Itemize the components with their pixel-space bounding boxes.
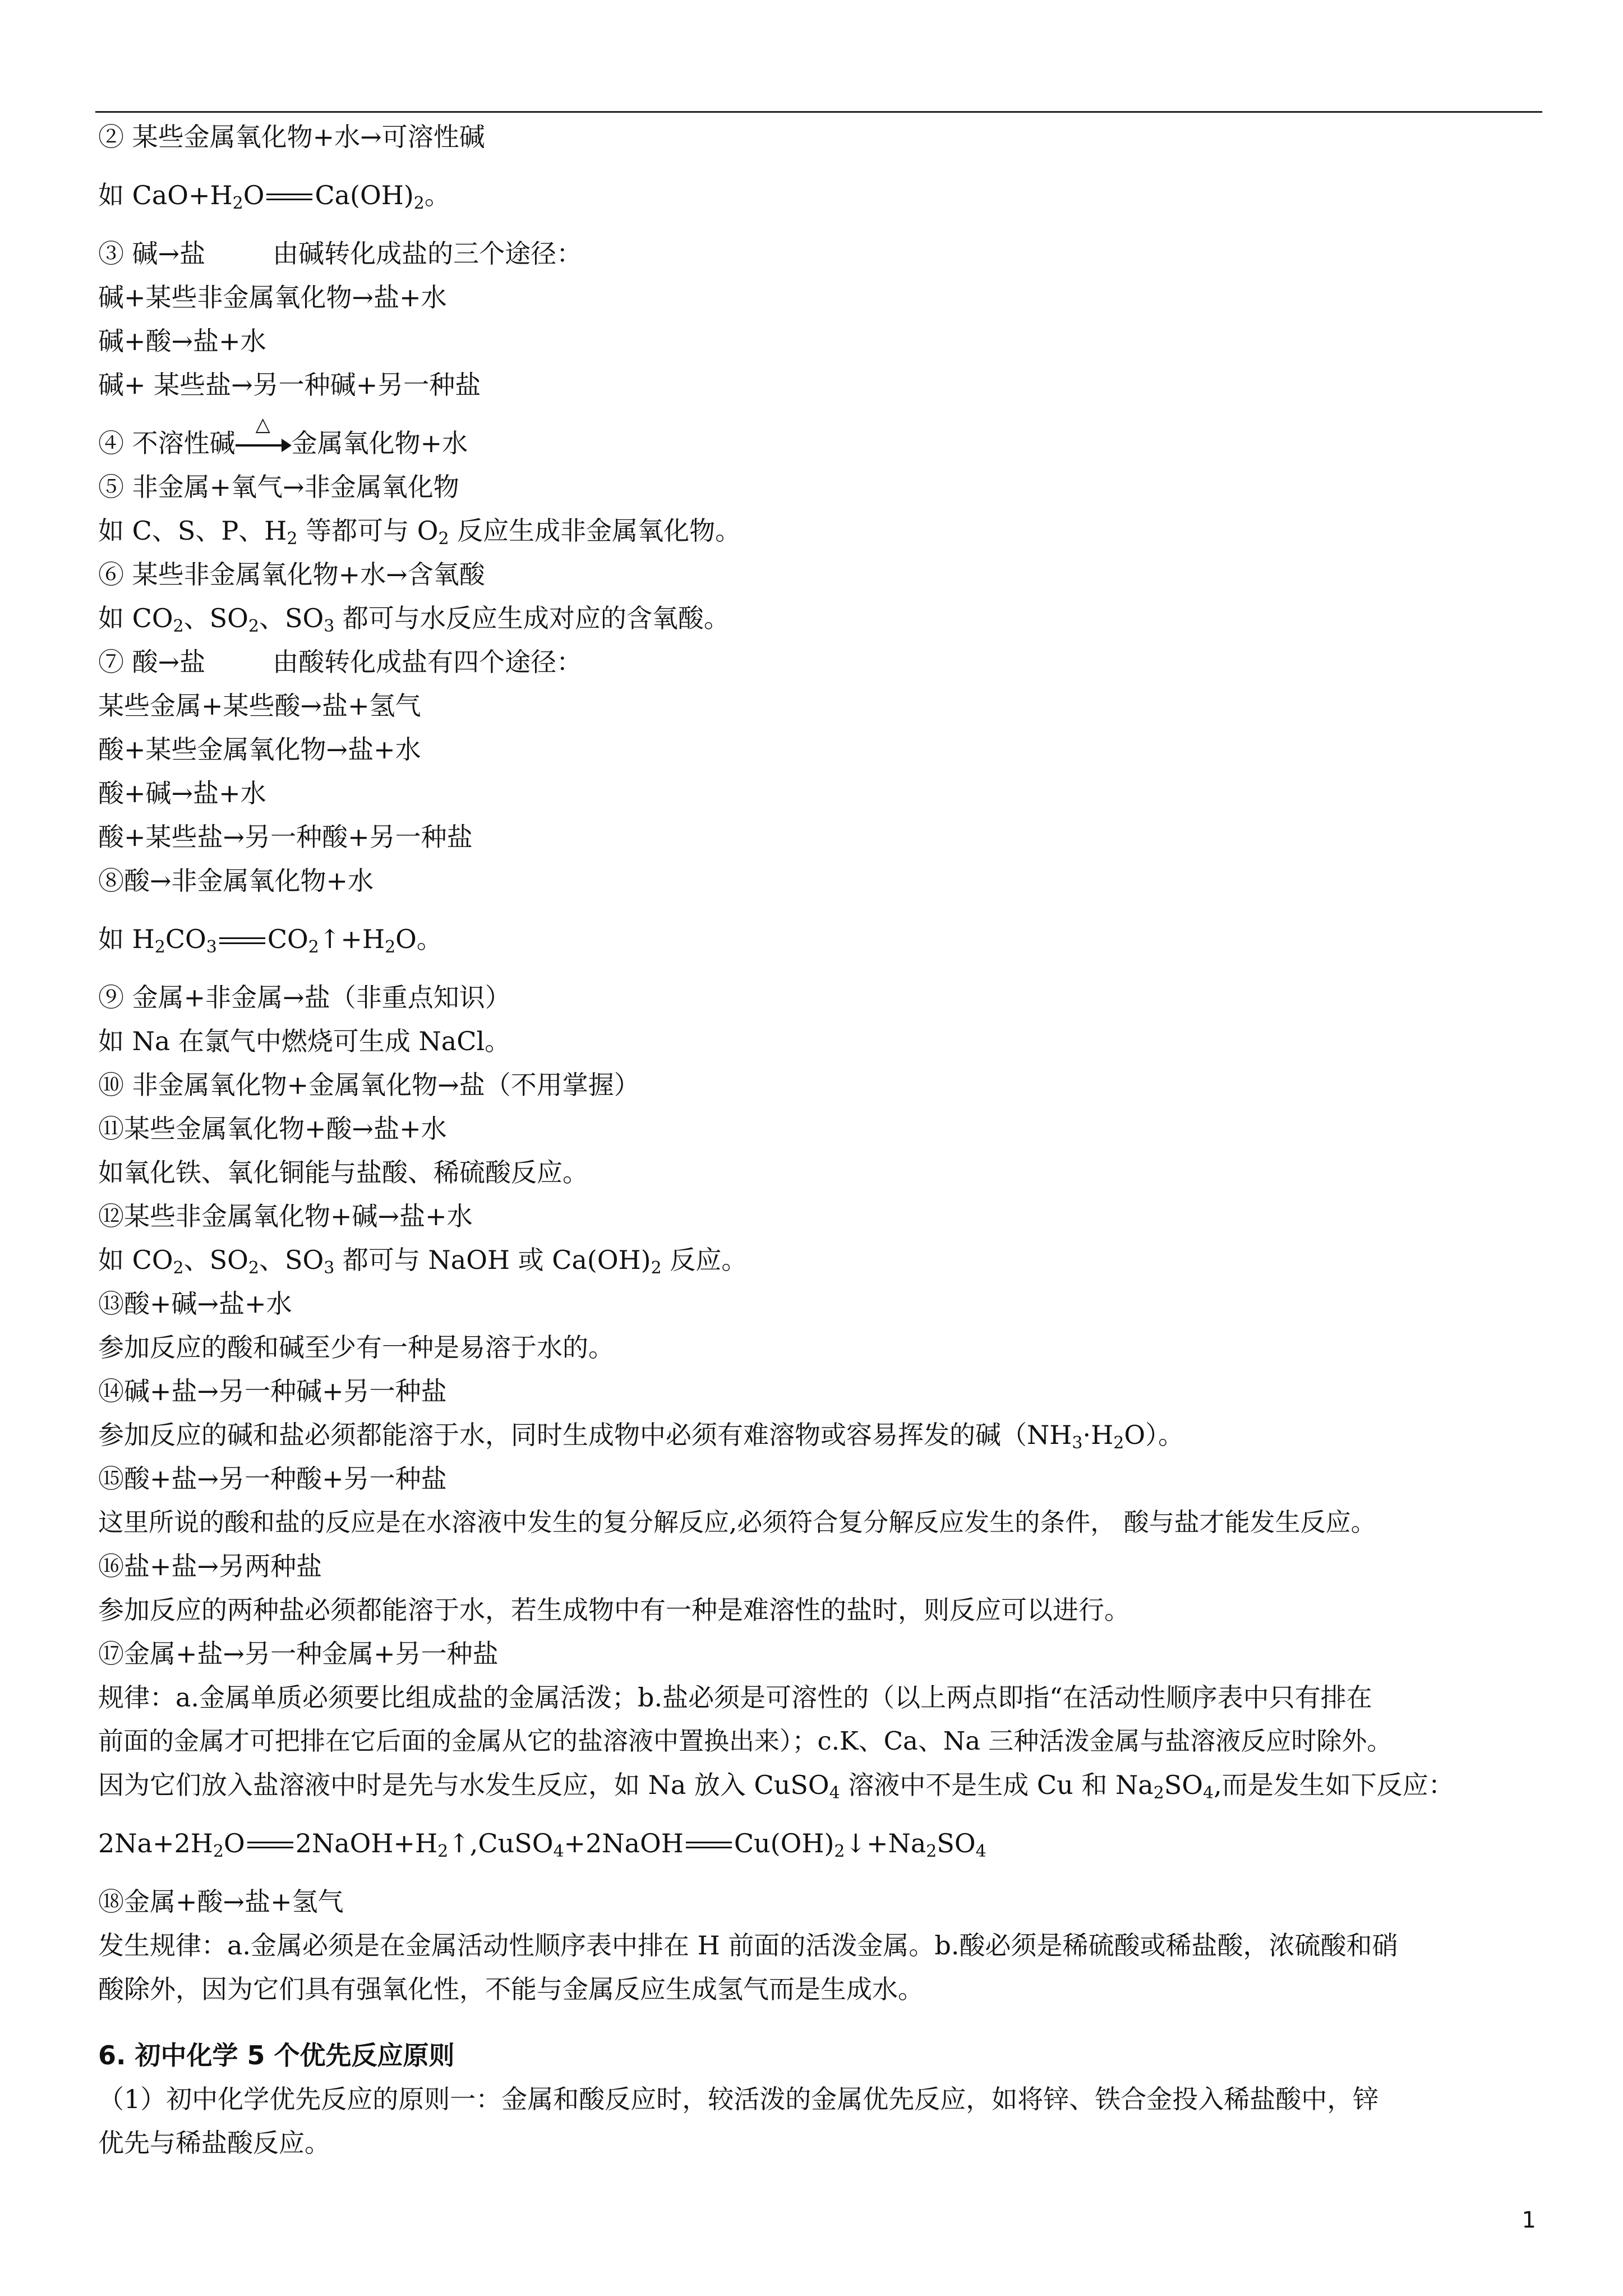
rule-17-line-1: 规律：a.金属单质必须要比组成盐的金属活泼；b.盐必须是可溶性的（以上两点即指“在活动性顺序表中只有排在 <box>98 1682 1372 1713</box>
item-15: ⑮酸+盐→另一种酸+另一种盐 <box>98 1464 447 1494</box>
item-17: ⑰金属+盐→另一种金属+另一种盐 <box>98 1639 499 1669</box>
base-route-3: 碱+ 某些盐→另一种碱+另一种盐 <box>98 370 481 400</box>
example-oxides-acid: 如氧化铁、氧化铜能与盐酸、稀硫酸反应。 <box>98 1157 588 1188</box>
example-oxyacid: 如 $CO_2$、$SO_2$、$SO_3$ 都可与水反应生成对应的含氧酸。 <box>98 603 730 636</box>
item-13: ⑬酸+碱→盐+水 <box>98 1289 292 1319</box>
item-2: ② 某些金属氧化物+水→可溶性碱 <box>98 122 485 152</box>
rule-17-line-3: 因为它们放入盐溶液中时是先与水发生反应，如 Na 放入 CuSO$_4$ 溶液中不是生成 Cu 和 $Na_2SO_4$,而是发生如下反应： <box>98 1770 1454 1803</box>
item-11: ⑪某些金属氧化物+酸→盐+水 <box>98 1114 447 1144</box>
double-line-equals-icon <box>217 936 268 947</box>
example-h2co3: 如 $H_2CO_3$ $CO_2↑+H_2O$。 <box>98 924 442 957</box>
item-8: ⑧酸→非金属氧化物+水 <box>98 866 374 896</box>
note-14: 参加反应的碱和盐必须都能溶于水，同时生成物中必须有难溶物或容易挥发的碱$(NH_3\cdot H_2O)$。 <box>98 1420 1184 1453</box>
rule-18-line-1: 发生规律：a.金属必须是在金属活动性顺序表中排在 H 前面的活泼金属。b.酸必须是稀硫酸或稀盐酸，浓硫酸和硝 <box>98 1930 1398 1961</box>
acid-route-1: 某些金属+某些酸→盐+氢气 <box>98 691 421 721</box>
base-route-1: 碱+某些非金属氧化物→盐+水 <box>98 282 447 312</box>
item-18: ⑱金属+酸→盐+氢气 <box>98 1887 344 1917</box>
note-13: 参加反应的酸和碱至少有一种是易溶于水的。 <box>98 1332 614 1363</box>
acid-route-3: 酸+碱→盐+水 <box>98 778 266 808</box>
acid-route-2: 酸+某些金属氧化物→盐+水 <box>98 734 421 765</box>
heating-arrow-icon: △ <box>236 434 292 457</box>
item-14: ⑭碱+盐→另一种碱+另一种盐 <box>98 1376 447 1406</box>
rule-18-line-2: 酸除外，因为它们具有强氧化性，不能与金属反应生成氢气而是生成水。 <box>98 1974 924 2004</box>
base-route-2: 碱+酸→盐+水 <box>98 326 266 356</box>
example-cao: 如 $CaO+H_2O$ $Ca(OH)_2$。 <box>98 180 450 213</box>
principle-1-line-2: 优先与稀盐酸反应。 <box>98 2128 330 2158</box>
note-15: 这里所说的酸和盐的反应是在水溶液中发生的复分解反应,必须符合复分解反应发生的条件， 酸与盐才能发生反应。 <box>98 1507 1376 1537</box>
double-line-equals-icon <box>245 1840 296 1851</box>
document-body <box>98 115 1551 2165</box>
item-3: ③ 碱→盐 由碱转化成盐的三个途径： <box>98 238 583 269</box>
item-5: ⑤ 非金属+氧气→非金属氧化物 <box>98 472 459 502</box>
item-4: ④ 不溶性碱 △ 金属氧化物+水 <box>98 413 468 458</box>
section-heading-6: 6. 初中化学 5 个优先反应原则 <box>98 2040 455 2070</box>
item-12: ⑫某些非金属氧化物+碱→盐+水 <box>98 1201 473 1231</box>
item-9: ⑨ 金属+非金属→盐（非重点知识） <box>98 982 511 1013</box>
double-line-equals-icon <box>684 1840 734 1851</box>
page-number: 1 <box>1521 2207 1536 2233</box>
example-oxides-base: 如 $CO_2$、$SO_2$、$SO_3$ 都可与 NaOH 或 $Ca(OH)_2$ 反应。 <box>98 1245 748 1278</box>
principle-1-line-1: （1）初中化学优先反应的原则一：金属和酸反应时，较活泼的金属优先反应，如将锌、铁合金投入稀盐酸中，锌 <box>98 2084 1379 2114</box>
item-7: ⑦ 酸→盐 由酸转化成盐有四个途径： <box>98 647 583 677</box>
item-6: ⑥ 某些非金属氧化物+水→含氧酸 <box>98 559 485 590</box>
note-16: 参加反应的两种盐必须都能溶于水，若生成物中有一种是难溶性的盐时，则反应可以进行。 <box>98 1595 1130 1625</box>
example-nacl: 如 Na 在氯气中燃烧可生成 NaCl。 <box>98 1026 511 1056</box>
header-rule <box>95 111 1542 113</box>
item-16: ⑯盐+盐→另两种盐 <box>98 1551 322 1581</box>
double-line-equals-icon <box>264 192 315 203</box>
example-nonmetal-o2: 如 C、S、P、$H_2$ 等都可与 $O_2$ 反应生成非金属氧化物。 <box>98 516 741 549</box>
rule-17-line-2: 前面的金属才可把排在它后面的金属从它的盐溶液中置换出来）；c.K、Ca、Na 三种活泼金属与盐溶液反应时除外。 <box>98 1726 1393 1756</box>
item-10: ⑩ 非金属氧化物+金属氧化物→盐（不用掌握） <box>98 1070 640 1100</box>
equation-na: $2Na+2H_2O$ $2NaOH+H_2↑,CuSO_4+2NaOH$ $Cu(OH)_2↓+Na_2SO_4$ <box>98 1828 986 1861</box>
acid-route-4: 酸+某些盐→另一种酸+另一种盐 <box>98 822 473 852</box>
